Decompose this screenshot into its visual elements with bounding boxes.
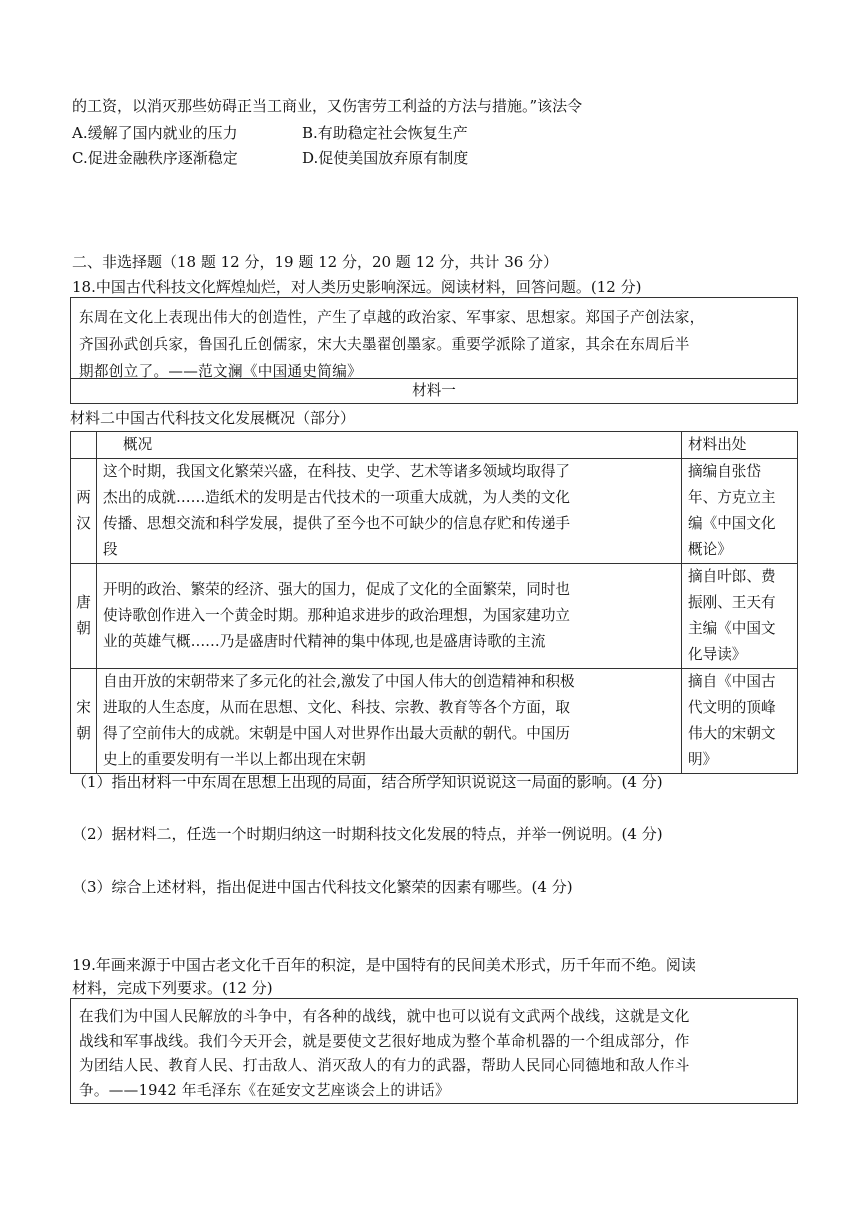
- q19-material-line: 争。——1942 年毛泽东《在延安文艺座谈会上的讲话》: [79, 1081, 450, 1099]
- q17-option-b: B.有助稳定社会恢复生产: [302, 124, 468, 142]
- table-row: [71, 564, 798, 669]
- q17-stem-tail: 的工资，以消灭那些妨碍正当工商业，又伤害劳工利益的方法与措施。”该法令: [72, 97, 583, 115]
- q18-sub1: （1）指出材料一中东周在思想上出现的局面，结合所学知识说说这一局面的影响。(4 分): [72, 773, 663, 791]
- era-char: 唐: [76, 594, 91, 611]
- overview-line: 使诗歌创作进入一个黄金时期。那种追求进步的政治理想，为国家建功立: [103, 607, 571, 624]
- material2-table: [70, 431, 798, 774]
- table-header-overview: 概况: [97, 432, 682, 459]
- overview-line: 进取的人生态度，从而在思想、文化、科技、宗教、教育等各个方面，取: [103, 699, 571, 716]
- material1-line: 齐国孙武创兵家，鲁国孔丘创儒家，宋大夫墨翟创墨家。重要学派除了道家，其余在东周后半: [79, 336, 690, 353]
- source-line: 摘自《中国古: [688, 673, 776, 690]
- table-header-source: 材料出处: [682, 432, 798, 459]
- era-cell: [71, 564, 97, 669]
- era-char: 宋: [76, 699, 91, 716]
- overview-line: 得了空前伟大的成就。宋朝是中国人对世界作出最大贡献的朝代。中国历: [103, 725, 571, 742]
- q19-material-text: [71, 999, 797, 1107]
- overview-line: 自由开放的宋朝带来了多元化的社会,激发了中国人伟大的创造精神和积极: [103, 673, 575, 690]
- overview-line: 开明的政治、繁荣的经济、强大的国力，促成了文化的全面繁荣，同时也: [103, 581, 571, 598]
- table-header-era: [71, 432, 97, 459]
- era-cell: [71, 669, 97, 774]
- source-line: 明》: [688, 751, 718, 768]
- material1-line: 期都创立了。——范文澜《中国通史简编》: [79, 363, 362, 380]
- overview-line: 传播、思想交流和科学发展，提供了至今也不可缺少的信息存贮和传递手: [103, 515, 571, 532]
- era-char: 汉: [76, 515, 91, 532]
- source-line: 概论》: [688, 541, 732, 558]
- era-char: 两: [76, 489, 91, 506]
- overview-cell: [97, 669, 682, 774]
- source-cell: [682, 564, 798, 669]
- source-line: 编《中国文化: [688, 515, 776, 532]
- table-header-row: [71, 432, 798, 459]
- overview-line: 业的英雄气概……乃是盛唐时代精神的集中体现,也是盛唐诗歌的主流: [103, 633, 546, 650]
- source-cell: [682, 669, 798, 774]
- source-line: 代文明的顶峰: [688, 699, 776, 716]
- q18-sub2: （2）据材料二，任选一个时期归纳这一时期科技文化发展的特点，并举一例说明。(4 分): [72, 825, 663, 843]
- era-cell: [71, 459, 97, 564]
- source-cell: [682, 459, 798, 564]
- q19-material-box: [70, 998, 798, 1104]
- overview-line: 史上的重要发明有一半以上都出现在宋朝: [103, 751, 366, 768]
- q19-stem-line2: 材料，完成下列要求。(12 分): [72, 979, 273, 997]
- material1-text: [71, 298, 797, 389]
- q19-material-line: 战线和军事战线。我们今天开会，就是要使文艺很好地成为整个革命机器的一个组成部分，作: [79, 1032, 690, 1050]
- era-char: 朝: [76, 725, 91, 742]
- source-line: 伟大的宋朝文: [688, 725, 776, 742]
- source-line: 主编《中国文: [688, 620, 776, 637]
- source-line: 摘编自张岱: [688, 463, 761, 480]
- material1-caption: 材料一: [71, 378, 797, 403]
- table-row: [71, 669, 798, 774]
- q18-stem: 18.中国古代科技文化辉煌灿烂，对人类历史影响深远。阅读材料，回答问题。(12 分): [72, 278, 642, 296]
- q17-option-a: A.缓解了国内就业的压力: [72, 124, 238, 142]
- material1-line: 东周在文化上表现出伟大的创造性，产生了卓越的政治家、军事家、思想家。郑国子产创法家，: [79, 309, 705, 326]
- overview-line: 这个时期，我国文化繁荣兴盛，在科技、史学、艺术等诸多领域均取得了: [103, 463, 571, 480]
- overview-line: 杰出的成就……造纸术的发明是古代技术的一项重大成就，为人类的文化: [103, 489, 571, 506]
- overview-cell: [97, 564, 682, 669]
- source-line: 化导读》: [688, 646, 747, 663]
- q17-option-c: C.促进金融秩序逐渐稳定: [72, 149, 238, 167]
- q19-stem-line1: 19.年画来源于中国古老文化千百年的积淀，是中国特有的民间美术形式，历千年而不绝。阅读: [72, 956, 696, 974]
- q18-sub3: （3）综合上述材料，指出促进中国古代科技文化繁荣的因素有哪些。(4 分): [72, 878, 573, 896]
- section2-heading: 二、非选择题（18 题 12 分，19 题 12 分，20 题 12 分，共计 36 分）: [72, 253, 559, 271]
- material2-title: 材料二中国古代科技文化发展概况（部分）: [70, 409, 356, 427]
- era-char: 朝: [76, 620, 91, 637]
- source-line: 年、方克立主: [688, 489, 776, 506]
- q19-material-line: 为团结人民、教育人民、打击敌人、消灭敌人的有力的武器，帮助人民同心同德地和敌人作斗: [79, 1057, 690, 1074]
- material1-box: [70, 297, 798, 404]
- table-row: [71, 459, 798, 564]
- overview-line: 段: [103, 541, 118, 558]
- q19-material-line: 在我们为中国人民解放的斗争中，有各种的战线，就中也可以说有文武两个战线，这就是文化: [79, 1008, 690, 1025]
- source-line: 摘自叶郎、费: [688, 568, 776, 585]
- source-line: 振刚、王天有: [688, 594, 776, 611]
- overview-cell: [97, 459, 682, 564]
- q17-option-d: D.促使美国放弃原有制度: [302, 149, 469, 167]
